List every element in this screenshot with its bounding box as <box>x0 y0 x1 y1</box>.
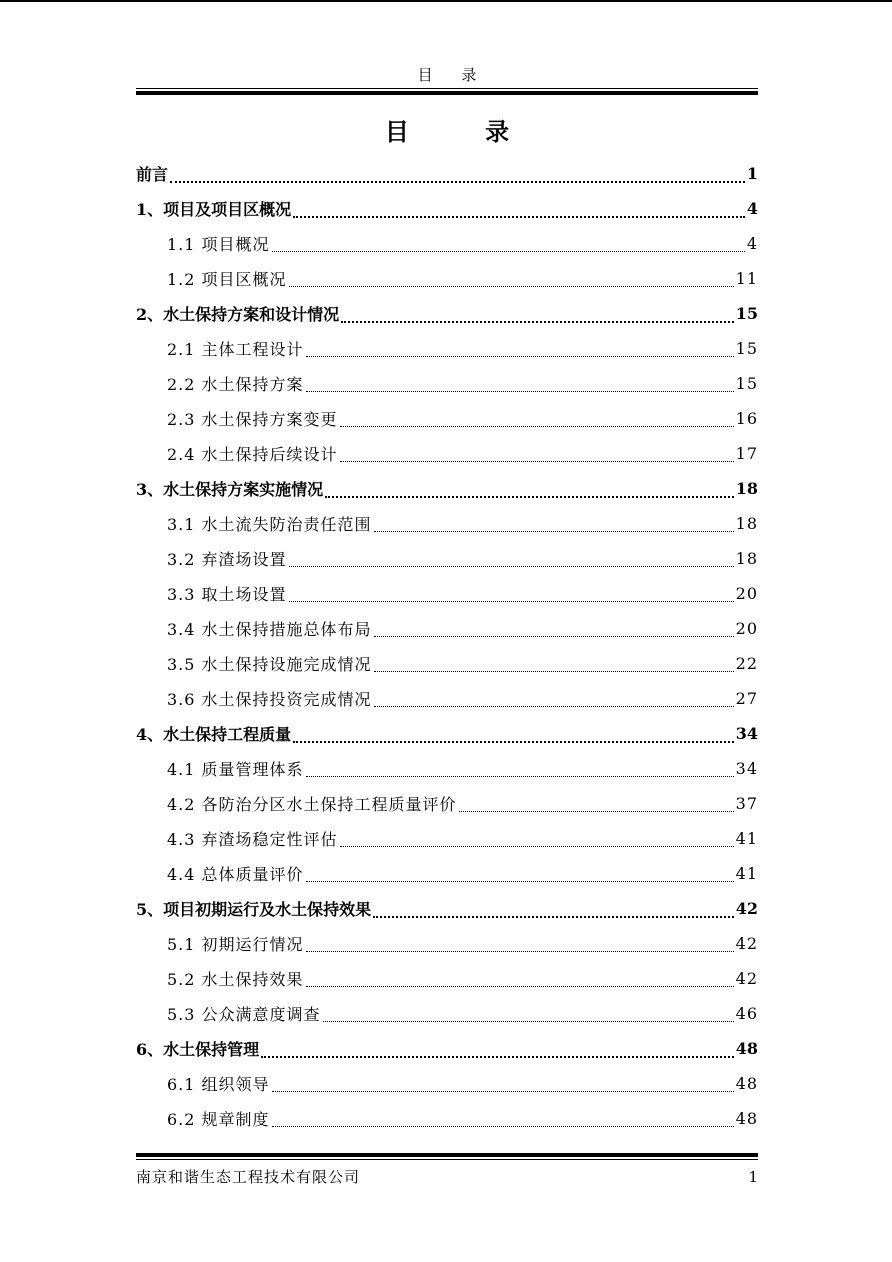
toc-entry-label: 5.1 初期运行情况 <box>167 935 304 954</box>
toc-entry-page-number: 42 <box>735 934 758 953</box>
toc-entry-label: 3.6 水土保持投资完成情况 <box>167 690 372 709</box>
toc-section-entry[interactable] <box>136 821 758 856</box>
toc-entry-page-number: 42 <box>735 899 758 918</box>
toc-dot-leader <box>306 391 734 392</box>
toc-dot-leader <box>323 1021 734 1022</box>
toc-entry-label: 3.1 水土流失防治责任范围 <box>167 515 372 534</box>
toc-entry-page-number: 34 <box>735 759 758 778</box>
toc-entry-label: 1.1 项目概况 <box>167 235 270 254</box>
toc-entry-label: 5.2 水土保持效果 <box>167 970 304 989</box>
toc-entry-page-number: 16 <box>735 409 758 428</box>
toc-entry-label: 5.3 公众满意度调查 <box>167 1005 321 1024</box>
toc-dot-leader <box>306 881 734 882</box>
toc-chapter-entry[interactable] <box>136 296 758 331</box>
toc-dot-leader <box>340 461 734 462</box>
toc-section-entry[interactable] <box>136 436 758 471</box>
toc-entry-label: 4.4 总体质量评价 <box>167 865 304 884</box>
toc-entry-page-number: 4 <box>746 234 758 253</box>
toc-chapter-entry[interactable] <box>136 191 758 226</box>
toc-entry-page-number: 18 <box>735 514 758 533</box>
toc-dot-leader <box>306 356 734 357</box>
toc-chapter-entry[interactable] <box>136 891 758 926</box>
toc-entry-page-number: 48 <box>735 1074 758 1093</box>
toc-section-entry[interactable] <box>136 1066 758 1101</box>
toc-dot-leader <box>306 986 734 987</box>
toc-entry-label: 2.2 水土保持方案 <box>167 375 304 394</box>
toc-entry-label: 1.2 项目区概况 <box>167 270 287 289</box>
toc-entry-label: 2.1 主体工程设计 <box>167 340 304 359</box>
toc-section-entry[interactable] <box>136 1101 758 1136</box>
toc-chapter-entry[interactable] <box>136 1031 758 1066</box>
toc-entry-page-number: 48 <box>735 1109 758 1128</box>
toc-section-entry[interactable] <box>136 996 758 1031</box>
toc-dot-leader <box>341 321 734 323</box>
toc-dot-leader <box>325 496 734 498</box>
toc-entry-label: 6、水土保持管理 <box>136 1040 260 1059</box>
toc-entry-page-number: 46 <box>735 1004 758 1023</box>
toc-entry-label: 2.3 水土保持方案变更 <box>167 410 338 429</box>
toc-section-entry[interactable] <box>136 681 758 716</box>
footer-double-rule <box>136 1153 758 1160</box>
toc-section-entry[interactable] <box>136 506 758 541</box>
toc-dot-leader <box>306 951 734 952</box>
toc-dot-leader <box>289 566 734 567</box>
toc-dot-leader <box>374 706 734 707</box>
toc-dot-leader <box>373 916 734 918</box>
toc-section-entry[interactable] <box>136 401 758 436</box>
toc-entry-label: 2.4 水土保持后续设计 <box>167 445 338 464</box>
toc-entry-page-number: 11 <box>735 269 758 288</box>
toc-section-entry[interactable] <box>136 261 758 296</box>
table-of-contents <box>136 156 758 1136</box>
toc-section-entry[interactable] <box>136 751 758 786</box>
toc-entry-page-number: 41 <box>735 864 758 883</box>
toc-section-entry[interactable] <box>136 576 758 611</box>
toc-entry-label: 3.4 水土保持措施总体布局 <box>167 620 372 639</box>
toc-dot-leader <box>374 671 734 672</box>
toc-section-entry[interactable] <box>136 926 758 961</box>
toc-entry-page-number: 4 <box>746 199 758 218</box>
toc-section-entry[interactable] <box>136 331 758 366</box>
toc-entry-page-number: 15 <box>735 304 758 323</box>
footer-page-number: 1 <box>748 1168 758 1186</box>
toc-entry-label: 4.3 弃渣场稳定性评估 <box>167 830 338 849</box>
toc-dot-leader <box>340 426 734 427</box>
toc-chapter-entry[interactable] <box>136 156 758 191</box>
toc-entry-page-number: 20 <box>735 619 758 638</box>
toc-section-entry[interactable] <box>136 366 758 401</box>
toc-section-entry[interactable] <box>136 856 758 891</box>
toc-entry-page-number: 41 <box>735 829 758 848</box>
footer-company-name: 南京和谐生态工程技术有限公司 <box>136 1168 361 1186</box>
toc-section-entry[interactable] <box>136 786 758 821</box>
page-top-border <box>0 0 892 2</box>
toc-dot-leader <box>272 1126 734 1127</box>
toc-dot-leader <box>293 216 745 218</box>
toc-dot-leader <box>261 1056 734 1058</box>
toc-entry-label: 4.2 各防治分区水土保持工程质量评价 <box>167 795 457 814</box>
toc-entry-label: 3.3 取土场设置 <box>167 585 287 604</box>
toc-dot-leader <box>289 286 734 287</box>
toc-entry-label: 4.1 质量管理体系 <box>167 760 304 779</box>
toc-entry-label: 3、水土保持方案实施情况 <box>136 480 324 499</box>
toc-entry-page-number: 15 <box>735 374 758 393</box>
toc-entry-page-number: 17 <box>735 444 758 463</box>
toc-entry-label: 前言 <box>136 165 169 184</box>
toc-entry-page-number: 27 <box>735 689 758 708</box>
toc-entry-label: 2、水土保持方案和设计情况 <box>136 305 340 324</box>
toc-entry-page-number: 34 <box>735 724 758 743</box>
toc-entry-page-number: 18 <box>735 549 758 568</box>
toc-entry-page-number: 15 <box>735 339 758 358</box>
toc-entry-label: 3.2 弃渣场设置 <box>167 550 287 569</box>
toc-entry-label: 1、项目及项目区概况 <box>136 200 292 219</box>
toc-section-entry[interactable] <box>136 646 758 681</box>
toc-entry-page-number: 48 <box>735 1039 758 1058</box>
toc-section-entry[interactable] <box>136 961 758 996</box>
toc-entry-page-number: 20 <box>735 584 758 603</box>
toc-entry-label: 4、水土保持工程质量 <box>136 725 292 744</box>
toc-section-entry[interactable] <box>136 226 758 261</box>
toc-dot-leader <box>374 531 734 532</box>
toc-dot-leader <box>289 601 734 602</box>
toc-dot-leader <box>272 251 745 252</box>
running-header-title: 目 录 <box>417 66 489 84</box>
toc-entry-page-number: 1 <box>746 164 758 183</box>
toc-entry-label: 3.5 水土保持设施完成情况 <box>167 655 372 674</box>
toc-dot-leader <box>374 636 734 637</box>
toc-chapter-entry[interactable] <box>136 471 758 506</box>
page-title: 目 录 <box>384 117 544 146</box>
toc-entry-page-number: 22 <box>735 654 758 673</box>
toc-dot-leader <box>306 776 734 777</box>
toc-entry-label: 5、项目初期运行及水土保持效果 <box>136 900 372 919</box>
toc-entry-label: 6.1 组织领导 <box>167 1075 270 1094</box>
toc-entry-page-number: 18 <box>735 479 758 498</box>
toc-entry-page-number: 42 <box>735 969 758 988</box>
toc-dot-leader <box>170 181 745 183</box>
header-double-rule <box>136 88 758 95</box>
toc-chapter-entry[interactable] <box>136 716 758 751</box>
toc-dot-leader <box>459 811 734 812</box>
toc-dot-leader <box>272 1091 734 1092</box>
toc-entry-page-number: 37 <box>735 794 758 813</box>
toc-section-entry[interactable] <box>136 611 758 646</box>
toc-dot-leader <box>340 846 734 847</box>
toc-dot-leader <box>293 741 734 743</box>
toc-section-entry[interactable] <box>136 541 758 576</box>
toc-entry-label: 6.2 规章制度 <box>167 1110 270 1129</box>
